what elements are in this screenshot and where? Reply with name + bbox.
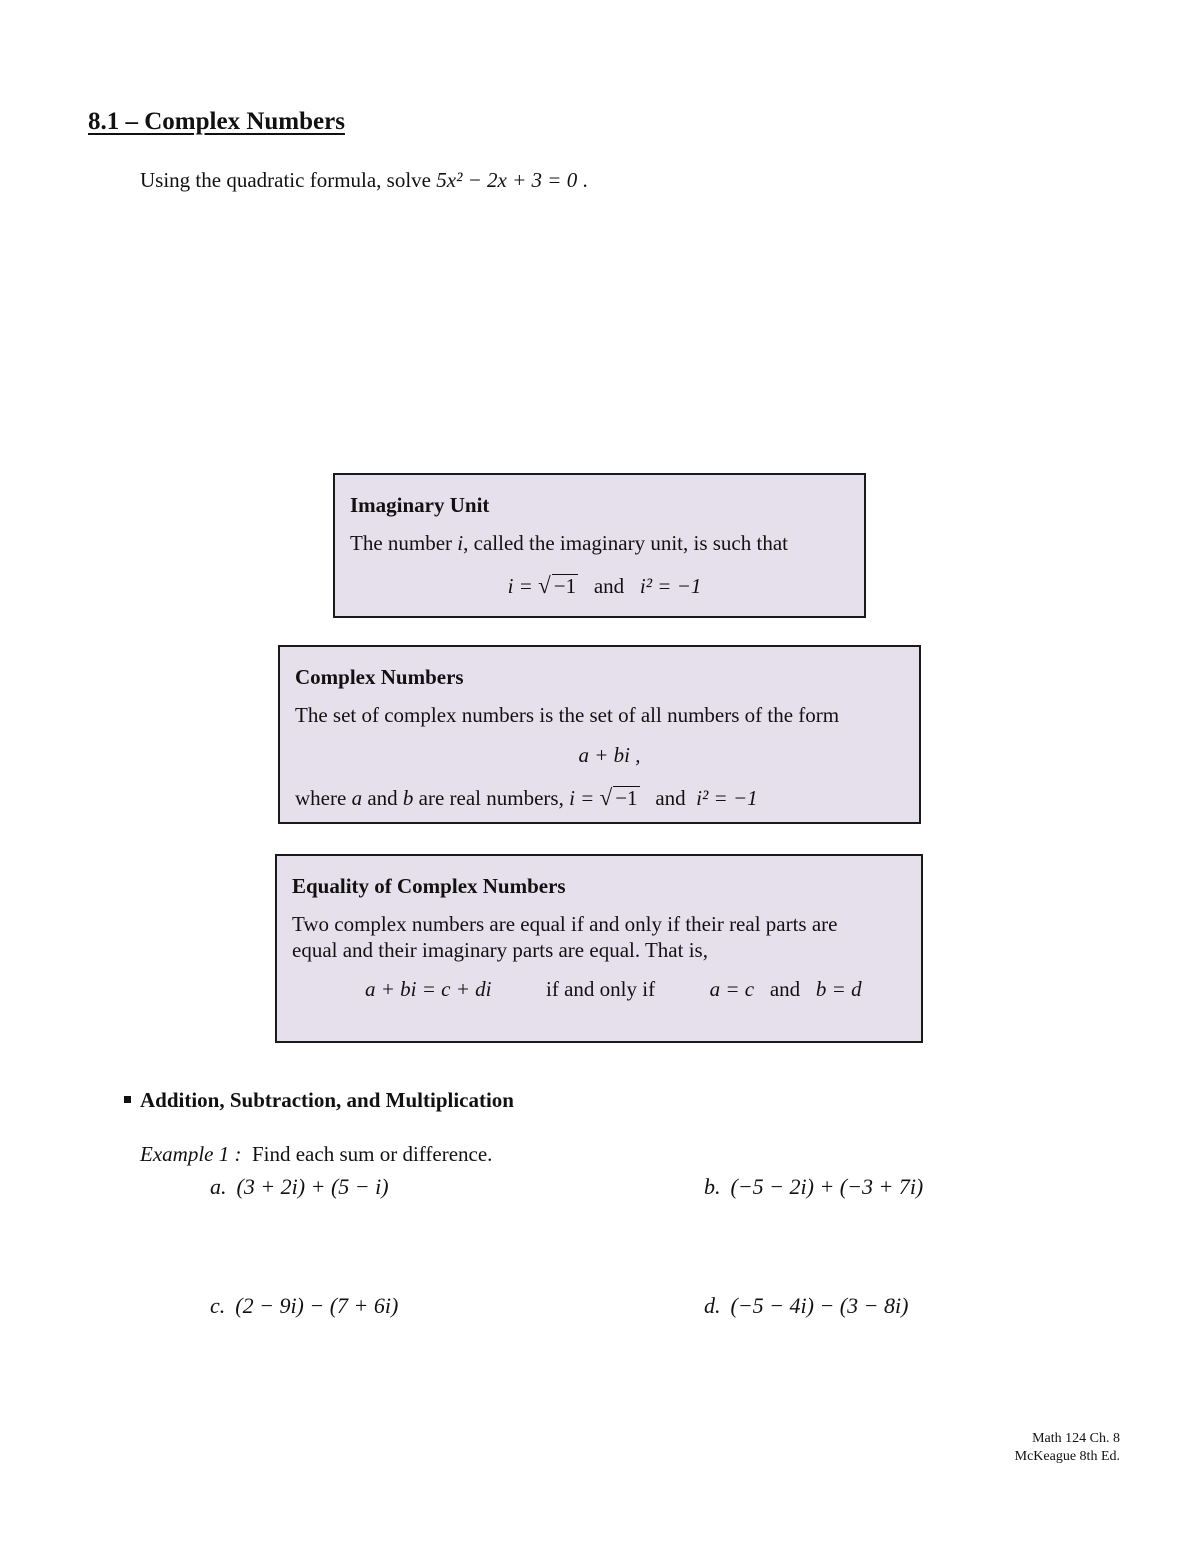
i-equals: i = [507,574,539,598]
example-item-c [210,1293,398,1319]
and-word: and [655,786,686,810]
equality-left: a + bi = c + di [365,977,492,1001]
imaginary-unit-box [333,473,866,618]
complex-numbers-title: Complex Numbers [295,665,464,689]
example-item-a [210,1174,389,1200]
prompt-end: . [582,168,588,192]
example-item-d [704,1293,908,1319]
imaginary-unit-title: Imaginary Unit [350,493,490,517]
equality-title: Equality of Complex Numbers [292,874,566,898]
and-text: and [362,786,403,810]
sqrt-icon: √ [538,573,551,598]
footer-course: Math 124 Ch. 8 [1032,1431,1120,1446]
where-text: where [295,786,352,810]
item-expression: (−5 − 2i) + (−3 + 7i) [730,1174,924,1199]
radicand: −1 [615,786,638,810]
item-label: b. [704,1174,721,1199]
radicand: −1 [553,574,577,598]
definition-variable: i [457,531,464,555]
real-numbers-text: are real numbers, [413,786,570,810]
footer-textbook: McKeague 8th Ed. [1014,1449,1120,1464]
item-label: c. [210,1293,226,1318]
square-bullet-icon [124,1096,131,1103]
equality-equation [365,977,862,1002]
and-word: and [769,977,801,1001]
example-instruction: Find each sum or difference. [251,1142,493,1166]
item-expression: (−5 − 4i) − (3 − 8i) [730,1293,909,1318]
quadratic-prompt [140,168,588,193]
equality-right-a: a = c [709,977,755,1001]
page-title: 8.1 – Complex Numbers [88,108,345,135]
equality-line2: equal and their imaginary parts are equal. That is, [292,938,708,962]
var-b: b [402,786,414,810]
definition-text-start: The number [350,531,458,555]
equality-right-b: b = d [815,977,862,1001]
item-expression: (3 + 2i) + (5 − i) [236,1174,389,1199]
prompt-equation: 5x² − 2x + 3 = 0 [436,168,578,192]
item-label: d. [704,1293,721,1318]
i-squared-equation: i² = −1 [639,574,702,598]
var-a: a [351,786,363,810]
sqrt-icon: √ [599,785,613,810]
example-item-b [704,1174,923,1200]
imaginary-unit-definition [350,531,788,556]
section-heading [124,1088,514,1113]
complex-form: a + bi , [578,743,641,767]
item-label: a. [210,1174,227,1199]
equality-box [275,854,923,1043]
definition-text-end: , called the imaginary unit, is such that [463,531,788,555]
i-squared-equation: i² = −1 [696,786,758,810]
equality-line1: Two complex numbers are equal if and only if their real parts are [292,912,838,936]
example-1-intro [140,1142,492,1167]
example-label: Example 1 : [140,1142,242,1166]
imaginary-unit-equation [335,573,864,599]
section-title: Addition, Subtraction, and Multiplication [140,1088,514,1112]
complex-numbers-definition: The set of complex numbers is the set of all numbers of the form [295,703,840,727]
page-footer [1015,1430,1120,1466]
complex-numbers-where-line [295,785,758,811]
item-expression: (2 − 9i) − (7 + 6i) [235,1293,399,1318]
complex-numbers-box [278,645,921,824]
prompt-text: Using the quadratic formula, solve [140,168,432,192]
iff-text: if and only if [546,977,656,1001]
and-word: and [593,574,625,598]
i-equals: i = [569,786,600,810]
